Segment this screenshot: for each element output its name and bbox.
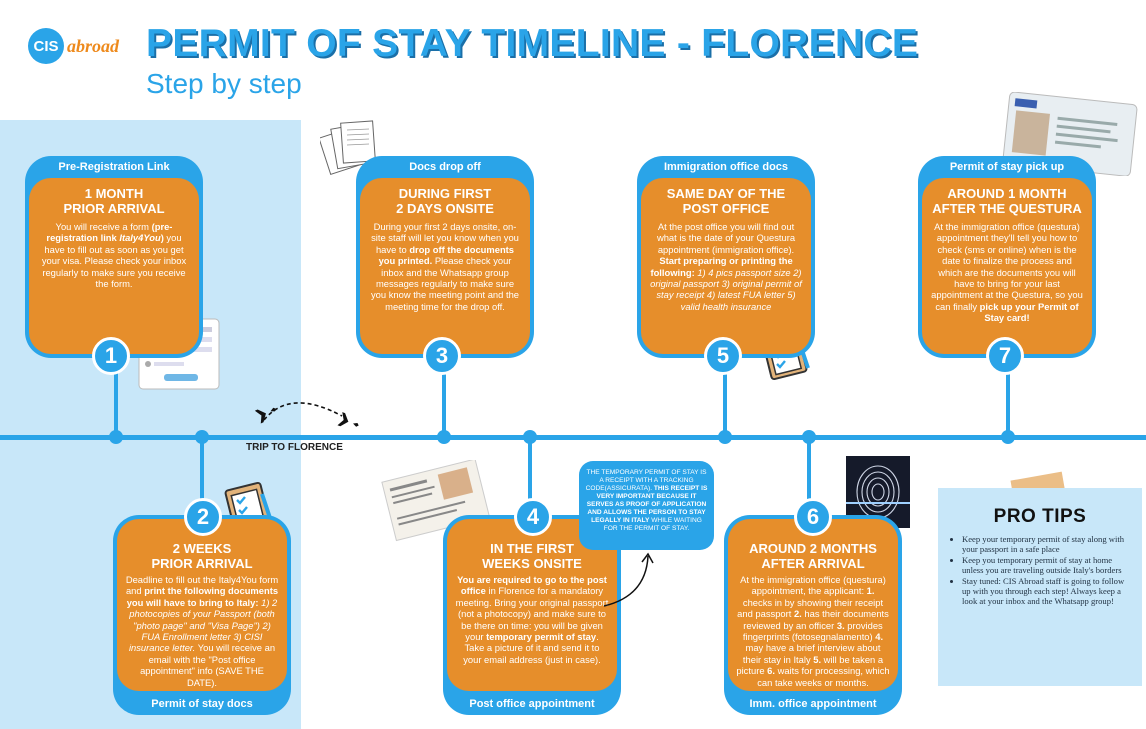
step-2-heading: 2 WEEKS PRIOR ARRIVAL <box>151 541 253 571</box>
step-3-number: 3 <box>423 337 461 375</box>
pro-tip-item: • Keep you temporary permit of stay at home unless you are traveling outside Italy's borders <box>962 555 1132 575</box>
timeline-dot <box>195 430 209 444</box>
step-2-number: 2 <box>184 498 222 536</box>
step-6-body <box>728 519 898 691</box>
cis-abroad-logo <box>28 28 138 64</box>
step-2-footer: Permit of stay docs <box>151 698 253 710</box>
pro-tips-list <box>948 534 1132 606</box>
timeline-line <box>0 435 1146 440</box>
step-1-body <box>29 178 199 354</box>
step-6-footer: Imm. office appointment <box>749 698 877 710</box>
step-1-header: Pre-Registration Link <box>58 161 170 173</box>
trip-label: TRIP TO FLORENCE <box>246 442 343 453</box>
step-6-card <box>724 515 902 715</box>
step-1-text: You will receive a form (pre-registration link Italy4You) you have to fill out as soon as you get your visa. Please check your inbox regularly to make sure you receive the form. <box>41 221 187 290</box>
step-2-card <box>113 515 291 715</box>
step-7-header: Permit of stay pick up <box>949 161 1065 173</box>
step-3-header: Docs drop off <box>409 161 481 173</box>
temporary-permit-info-bubble: THE TEMPORARY PERMIT OF STAY IS A RECEIPT WITH A TRACKING CODE(ASSICURATA). THIS RECEIPT IS VERY IMPORTANT BECAUSE IT SERVES AS PROOF OF APPLICATION AND ALLOWS THE PERSON TO STAY LEGALLY IN ITALY WHILE WAITING FOR THE PERMIT OF STAY. <box>579 461 714 550</box>
step-6-heading: AROUND 2 MONTHS AFTER ARRIVAL <box>749 541 877 571</box>
step-3-text: During your first 2 days onsite, on-site staff will let you know when you have to drop off the documents you printed. Please check your inbox and the Whatsapp group messages regularly to make sure you know the meeting point and the meeting time for the drop off. <box>370 221 520 312</box>
step-1-number: 1 <box>92 337 130 375</box>
logo-wordmark: abroad <box>67 36 120 56</box>
step-2-body <box>117 519 287 691</box>
step-5-heading: SAME DAY OF THE POST OFFICE <box>666 186 786 216</box>
step-7-card <box>918 156 1096 358</box>
timeline-dot <box>437 430 451 444</box>
pro-tips-title: PRO TIPS <box>993 506 1087 527</box>
step-5-text: At the post office you will find out what is the date of your Questura appointment (immigration office). Start preparing or printing the following: 1) 4 pics passport size 2) original passport 3) original permit of stay receipt 4) latest FUA letter 5) valid health insurance <box>650 221 802 312</box>
step-7-heading: AROUND 1 MONTH AFTER THE QUESTURA <box>932 186 1082 216</box>
timeline-connector <box>1006 372 1010 438</box>
page-subtitle: Step by step <box>146 68 302 99</box>
logo-circle: CIS <box>28 28 64 64</box>
step-7-number: 7 <box>986 337 1024 375</box>
timeline-connector <box>723 372 727 438</box>
step-1-card <box>25 156 203 358</box>
pro-tips-note <box>938 488 1142 686</box>
step-3-heading: DURING FIRST 2 DAYS ONSITE <box>396 186 494 216</box>
timeline-dot <box>802 430 816 444</box>
step-3-body <box>360 178 530 354</box>
step-1-heading: 1 MONTH PRIOR ARRIVAL <box>63 186 165 216</box>
page-title: PERMIT OF STAY TIMELINE - FLORENCE <box>146 22 919 65</box>
step-4-number: 4 <box>514 498 552 536</box>
step-4-heading: IN THE FIRST WEEKS ONSITE <box>482 541 582 571</box>
step-3-card <box>356 156 534 358</box>
step-6-number: 6 <box>794 498 832 536</box>
step-5-body <box>641 178 811 354</box>
airplane-icon <box>250 394 360 434</box>
step-5-card <box>637 156 815 358</box>
timeline-connector <box>114 372 118 438</box>
step-2-text: Deadline to fill out the Italy4You form and print the following documents you will have to bring to Italy: 1) 2 photocopies of your Passport (both "photo page" and "Visa Page") 2) FUA Enrollment letter 3) CISI insurance letter. You will receive an email with the "Post office appointment" info (SAVE THE DATE). <box>125 574 279 688</box>
step-6-text: At the immigration office (questura) appointment, the applicant: 1. checks in by showing their receipt and passport 2. has their documents reviewed by an officer 3. provides fingerprints (fotosegnalamento) 4. may have a brief interview about their stay in Italy 5. will be taken a picture 6. waits for processing, which can take weeks or months. <box>736 574 890 688</box>
timeline-dot <box>109 430 123 444</box>
step-7-text: At the immigration office (questura) appointment they'll tell you how to check (sms or online) when is the date to finalize the process and which are the documents you will have to bring for your last appointment at the Questura, so you can finally pick up your Permit of Stay card! <box>931 221 1083 324</box>
timeline-connector <box>442 372 446 438</box>
step-5-header: Immigration office docs <box>663 161 789 173</box>
pro-tip-item: • Keep your temporary permit of stay along with your passport in a safe place <box>962 534 1132 554</box>
timeline-dot <box>718 430 732 444</box>
step-4-text: You are required to go to the post office in Florence for a mandatory meeting. Bring your original passport (not a photocopy) and make sure to be there on time: you will be given your temporary permit of stay. Take a picture of it and send it to your email address (just in case). <box>455 574 609 665</box>
step-7-body <box>922 178 1092 354</box>
pro-tip-item: • Stay tuned: CIS Abroad staff is going to follow up with you through each step! Always keep a look at your inbox and the Whatsapp group! <box>962 576 1132 606</box>
timeline-dot <box>523 430 537 444</box>
curved-arrow-icon <box>600 548 660 610</box>
timeline-dot <box>1001 430 1015 444</box>
step-5-number: 5 <box>704 337 742 375</box>
step-4-footer: Post office appointment <box>469 698 595 710</box>
